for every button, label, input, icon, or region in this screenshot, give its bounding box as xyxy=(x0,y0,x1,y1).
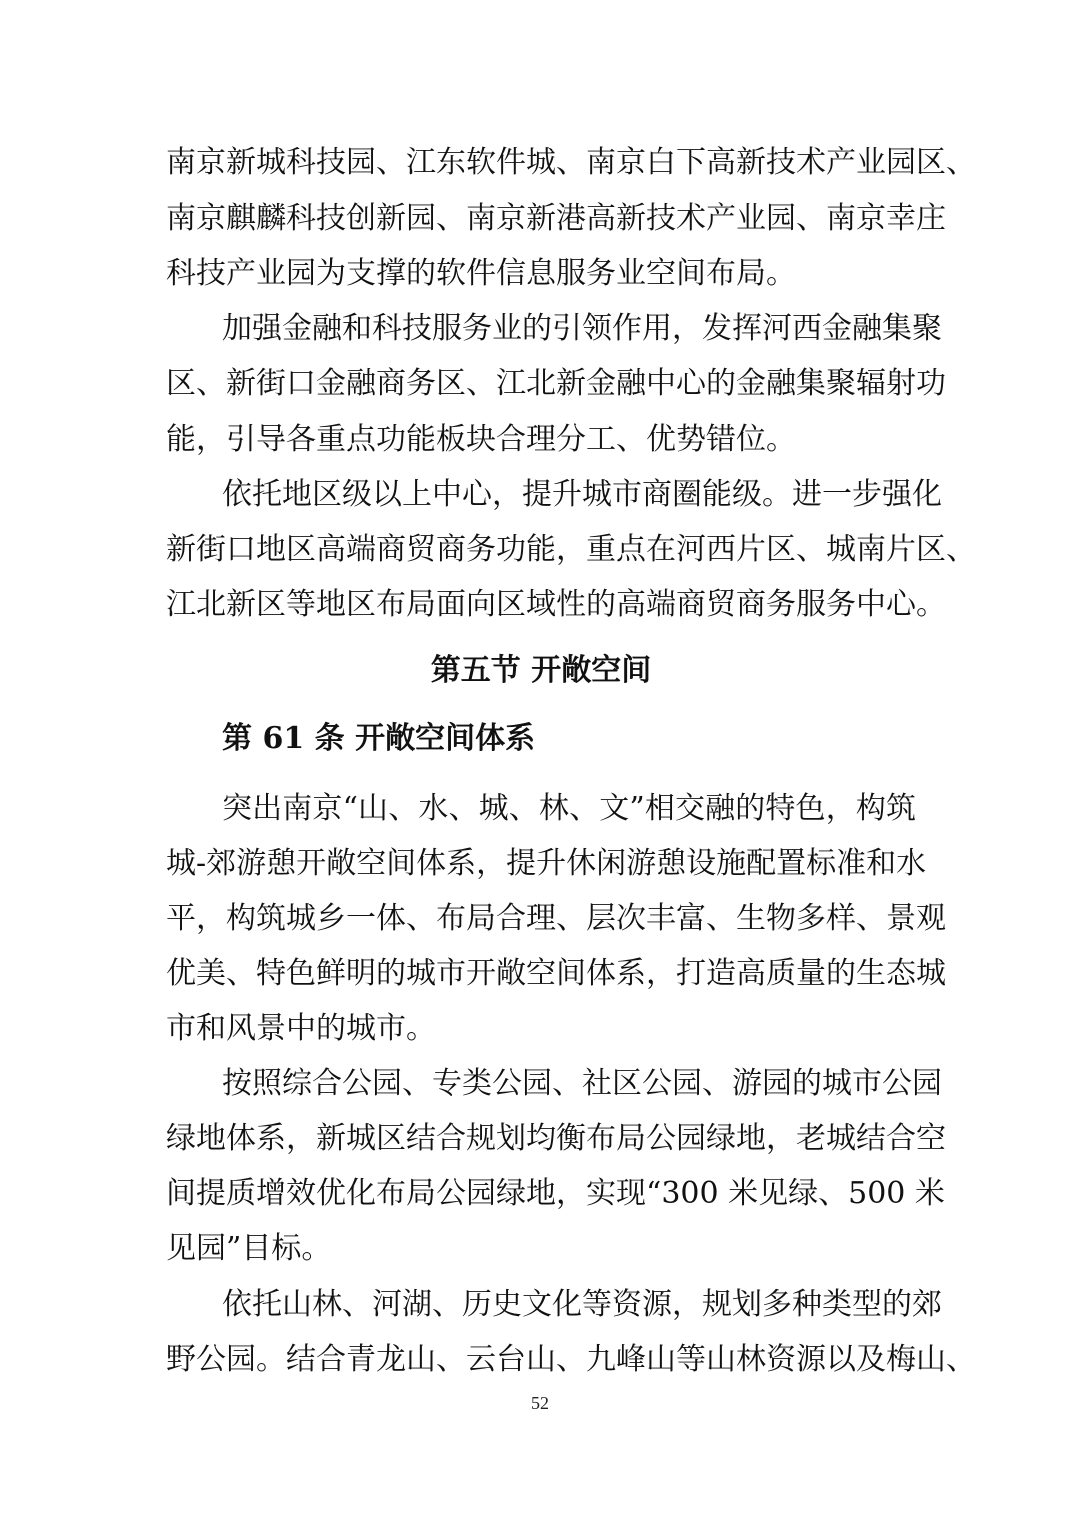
body-text-line: 依托地区级以上中心，提升城市商圈能级。进一步强化 xyxy=(222,477,942,512)
body-text-line: 新街口地区高端商贸商务功能，重点在河西片区、城南片区、 xyxy=(166,532,976,567)
section-heading: 第五节 开敞空间 xyxy=(430,653,652,688)
body-text-line: 绿地体系，新城区结合规划均衡布局公园绿地，老城结合空 xyxy=(166,1121,946,1156)
body-text-line: 按照综合公园、专类公园、社区公园、游园的城市公园 xyxy=(222,1066,942,1101)
body-text-line: 加强金融和科技服务业的引领作用，发挥河西金融集聚 xyxy=(222,311,942,346)
body-text-line: 市和风景中的城市。 xyxy=(166,1011,436,1046)
article-heading: 第 61 条 开敞空间体系 xyxy=(222,721,536,756)
body-text-line: 间提质增效优化布局公园绿地，实现“300 米见绿、500 米 xyxy=(166,1176,945,1211)
body-text-line: 优美、特色鲜明的城市开敞空间体系，打造高质量的生态城 xyxy=(166,956,946,991)
body-text-line: 平，构筑城乡一体、布局合理、层次丰富、生物多样、景观 xyxy=(166,901,946,936)
body-text-line: 依托山林、河湖、历史文化等资源，规划多种类型的郊 xyxy=(222,1287,942,1322)
body-text-line: 突出南京“山、水、城、林、文”相交融的特色，构筑 xyxy=(222,791,916,826)
body-text-line: 野公园。结合青龙山、云台山、九峰山等山林资源以及梅山、 xyxy=(166,1342,976,1377)
body-text-line: 南京新城科技园、江东软件城、南京白下高新技术产业园区、 xyxy=(166,145,976,180)
body-text-line: 南京麒麟科技创新园、南京新港高新技术产业园、南京幸庄 xyxy=(166,201,946,236)
body-text-line: 区、新街口金融商务区、江北新金融中心的金融集聚辐射功 xyxy=(166,366,946,401)
body-text-line: 城-郊游憩开敞空间体系，提升休闲游憩设施配置标准和水 xyxy=(166,846,927,881)
body-text-line: 能，引导各重点功能板块合理分工、优势错位。 xyxy=(166,422,796,457)
body-text-line: 江北新区等地区布局面向区域性的高端商贸商务服务中心。 xyxy=(166,587,946,622)
page-number: 52 xyxy=(531,1393,549,1413)
body-text-line: 科技产业园为支撑的软件信息服务业空间布局。 xyxy=(166,256,796,291)
body-text-line: 见园”目标。 xyxy=(166,1231,332,1266)
